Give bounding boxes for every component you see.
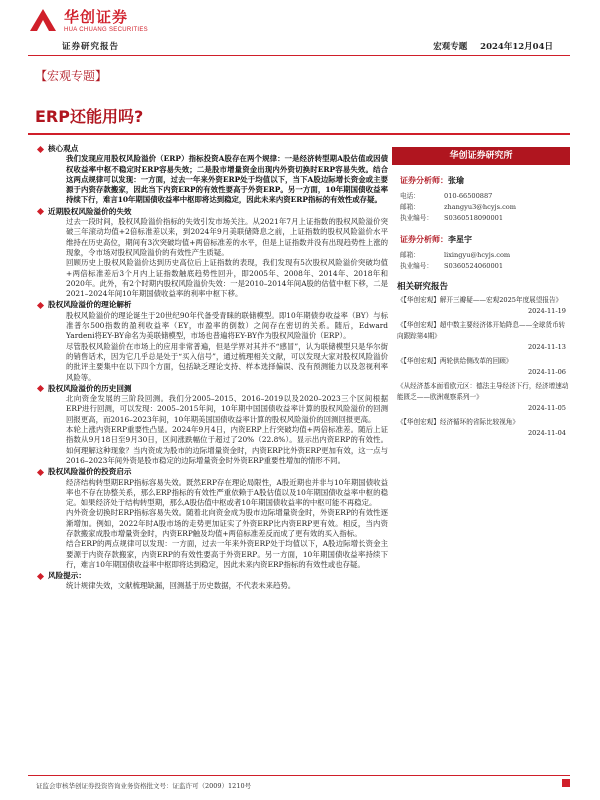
- analyst-name-row: [400, 175, 570, 186]
- section-heading: [38, 467, 388, 477]
- related-report-title[interactable]: 《【华创宏观】超中数主要经济体开始降息——全球货币转向跟踪第4期》: [397, 321, 566, 340]
- paragraph: 尽管股权风险溢价在市场上的应用非常普遍，但是学界对其并不“感冒”，认为联储模型只是华尔街的销售话术，因为它几乎总是处于“买入信号”，通过梳理相关文献，可以发现大家对股权风险溢价的批评主要集中在以下四个方面，包括缺乏理论支持、样本选择偏误、没有预测能力以及忽视利率风险等。: [66, 341, 388, 382]
- logo-mark-icon: [28, 7, 58, 33]
- section-title: 股权风险溢价的历史回测: [48, 383, 132, 393]
- report-date: 2024年12月04日: [480, 42, 553, 52]
- analyst-card: [400, 175, 570, 224]
- paragraph: 过去一段时间，股权风险溢价指标的失效引发市场关注。从2021年7月上证指数的股权风险溢价突破三年滚动均值+2倍标准差以来，到2024年9月美联储降息之前，上证指数的股权风险溢价水平维持在历史高位，期间有3次突破均值+两倍标准差的水平，但是上证指数并没有出现趋势性上涨的现象，令市场对股权风险溢价的有效性产生质疑。: [66, 217, 388, 257]
- main-content: [38, 143, 388, 592]
- section-heading: [38, 207, 388, 217]
- related-report-item[interactable]: [397, 320, 570, 353]
- footer-marker-icon: [562, 779, 570, 787]
- section-heading: [38, 300, 388, 310]
- section-title: 股权风险溢价的理论解析: [48, 300, 132, 310]
- section-title: 近期股权风险溢价的失效: [48, 206, 132, 216]
- phone-value: 010-66500887: [444, 192, 493, 200]
- analyst-name: 李星宇: [448, 234, 472, 244]
- related-report-date: 2024-11-19: [527, 307, 566, 315]
- related-report-date: 2024-11-06: [527, 368, 566, 376]
- info-key: 执业编号：: [400, 262, 433, 270]
- info-key: 邮箱：: [400, 203, 420, 211]
- paragraph: 回顾历史上股权风险溢价达到历史高位后上证指数的表现，我们发现有5次股权风险溢价突破均值+两倍标准差后3个月内上证指数触底趋势性回升，即2005年、2008年、2014年、2018年和2020年。此外，有2个时期内股权风险溢价失效：一是2010–2014年间A股的估值中枢下移，二是2021–2024年间10年期国债收益率的利率中枢下移。: [66, 258, 388, 299]
- paragraph: [66, 154, 388, 205]
- related-reports-title: 相关研究报告: [397, 282, 449, 292]
- diamond-bullet-icon: [37, 208, 44, 215]
- logo-en: HUA CHUANG SECURITIES: [64, 27, 148, 33]
- paragraph: 统计规律失效，文献梳理缺漏，回测基于历史数据，不代表未来趋势。: [66, 581, 296, 591]
- paragraph: 经济结构转型期ERP指标容易失效。既然ERP存在理论局限性，A股近期也并非与10年期国债收益率也不存在协整关系，那么ERP指标的有效性严重依赖于A股估值以及10年期国债收益率中枢的稳定。如果经济处于结构转型期，那么A股估值中枢或者10年期国债收益率的中枢可能不再稳定。: [66, 477, 388, 508]
- sidebar-banner: 华创证券研究所: [392, 147, 570, 165]
- paragraph-text: 我们发现应用股权风险溢价（ERP）指标投资A股存在两个规律：一是经济转型期A股估值或因债权收益率中枢不稳定时ERP容易失效；二是股市增量资金出现内外资切换时ERP容易失效。结合这两点规律可以发现：一方面，过去一年来外资ERP处于均值以下，当下A股边际增长资金或主要源于内资存款搬家，因此当下内资ERP的有效性要高于外资ERP。另一方面，10年期国债收益率持续下行，难言10年期国债收益率中枢即将达到稳定，因此未来内资ERP指标的有效性或存疑。: [66, 154, 388, 205]
- report-category: 宏观专题: [433, 42, 468, 52]
- related-report-item[interactable]: [397, 381, 570, 414]
- related-report-date: 2024-11-13: [527, 343, 566, 351]
- related-report-title[interactable]: 《【华创宏观】两轮供给侧改革的回顾》: [397, 357, 513, 365]
- analyst-name: 张瑜: [448, 175, 464, 185]
- company-logo: [28, 6, 148, 33]
- section-heading: [38, 384, 388, 394]
- section-heading: [38, 144, 388, 154]
- page-header: [0, 0, 600, 56]
- diamond-bullet-icon: [37, 469, 44, 476]
- info-key: 执业编号：: [400, 214, 433, 222]
- report-tag: 【宏观专题】: [35, 69, 108, 83]
- related-report-item[interactable]: [397, 417, 570, 439]
- paragraph: 北向资金发展的三阶段回测。我们分2005–2015、2016–2019以及2020–2023三个区间根据ERP进行回测，可以发现：2005–2015年间，10年期中国国债收益率计算的股权风险溢价的回测回报更高，而2016–2023年间，10年期美国国债收益率计算的股权风险溢价的回测回报更高。: [66, 394, 388, 424]
- related-report-title[interactable]: 《【华创宏观】经济循环的省际比较视角》: [397, 418, 519, 426]
- section-title: 股权风险溢价的投资启示: [48, 467, 132, 477]
- cert-value: S0360524060001: [444, 262, 504, 270]
- sidebar: [392, 147, 570, 439]
- related-report-item[interactable]: [397, 356, 570, 378]
- analyst-name-row: [400, 234, 570, 245]
- email-link[interactable]: zhangyu3@hcyjs.com: [444, 203, 516, 211]
- analyst-card: [400, 234, 570, 272]
- info-key: 邮箱：: [400, 251, 420, 259]
- report-type: 证券研究报告: [62, 42, 120, 52]
- logo-cn: 华创证券: [64, 8, 129, 26]
- related-report-title[interactable]: 《从经济基本面看欧元区：德法主导经济下行，经济增速动能匮乏——欧洲观察系列一》: [397, 382, 569, 401]
- page-title: ERP还能用吗?: [35, 107, 144, 126]
- info-key: 电话：: [400, 192, 420, 200]
- section-title: 核心观点: [48, 144, 79, 153]
- page-footer: [28, 775, 570, 790]
- related-report-date: 2024-11-04: [527, 429, 566, 437]
- diamond-bullet-icon: [37, 302, 44, 309]
- diamond-bullet-icon: [37, 385, 44, 392]
- paragraph: 股权风险溢价的理论诞生于20世纪90年代备受青睐的联储模型。即10年期债券收益率（BY）与标准普尔500指数的盈利收益率（EY，市盈率的倒数）之间存在密切的关系。随后，Edward Yardeni将EY-BY命名为美联储模型，市场也普遍将EY-BY作为股权风险溢价（ERP）。: [66, 310, 388, 341]
- section-title: 风险提示：: [48, 571, 86, 581]
- section-heading: [38, 571, 388, 581]
- header-meta: [423, 40, 553, 52]
- related-report-date: 2024-11-05: [527, 404, 566, 412]
- analyst-label: 证券分析师：: [400, 175, 448, 185]
- email-link[interactable]: lixingyu@hcyjs.com: [444, 251, 511, 259]
- cert-value: S0360518090001: [444, 214, 504, 222]
- paragraph: 内外资金切换时ERP指标容易失效。随着北向资金成为股市边际增量资金时，外资ERP的有效性逐渐增加。例如，2022年时A股市场的走势更加证实了外资ERP比内资ERP更有效。相反，当内资存款搬家成股市增量资金时，内资ERP触及均值+两倍标准差反而成了更有效的买入指标。: [66, 508, 388, 538]
- footer-divider: [28, 775, 570, 776]
- footer-disclaimer: 证监会审核华创证券投资咨询业务资格批文号：证监许可（2009）1210号: [36, 782, 252, 790]
- analyst-label: 证券分析师：: [400, 234, 448, 244]
- diamond-bullet-icon: [37, 146, 44, 153]
- analyst-info: [400, 191, 570, 224]
- diamond-bullet-icon: [37, 573, 44, 580]
- related-report-title[interactable]: 《【华创宏观】解开三瓣疑——宏观2025年度展望报告》: [397, 296, 563, 304]
- title-divider: [28, 133, 570, 135]
- related-reports-list: [397, 295, 570, 439]
- analyst-info: [400, 250, 570, 272]
- header-divider: [28, 55, 570, 56]
- related-report-item[interactable]: [397, 295, 570, 317]
- paragraph: 结合ERP的两点规律可以发现：一方面，过去一年来外资ERP处于均值以下，A股边际增长资金主要源于内资存款搬家，内资ERP的有效性要高于外资ERP。另一方面，10年期国债收益率持续下行，难言10年期国债收益率中枢即将达到稳定，因此未来内资ERP指标的有效性或也存疑。: [66, 539, 388, 569]
- paragraph: 本轮上涨内资ERP重要性凸显。2024年9月4日，内资ERP上行突破均值+两倍标准差。随后上证指数从9月18日至9月30日，区间涨跌幅位于超过了20%（22.8%）。显示出内资ERP的有效性。如何理解这种现象？当内资成为股市的边际增量资金时，内资ERP比外资ERP更加有效，这一点与2016–2023年间外资是股市稳定的边际增量资金时外资ERP重要性增加的情形不同。: [66, 425, 388, 465]
